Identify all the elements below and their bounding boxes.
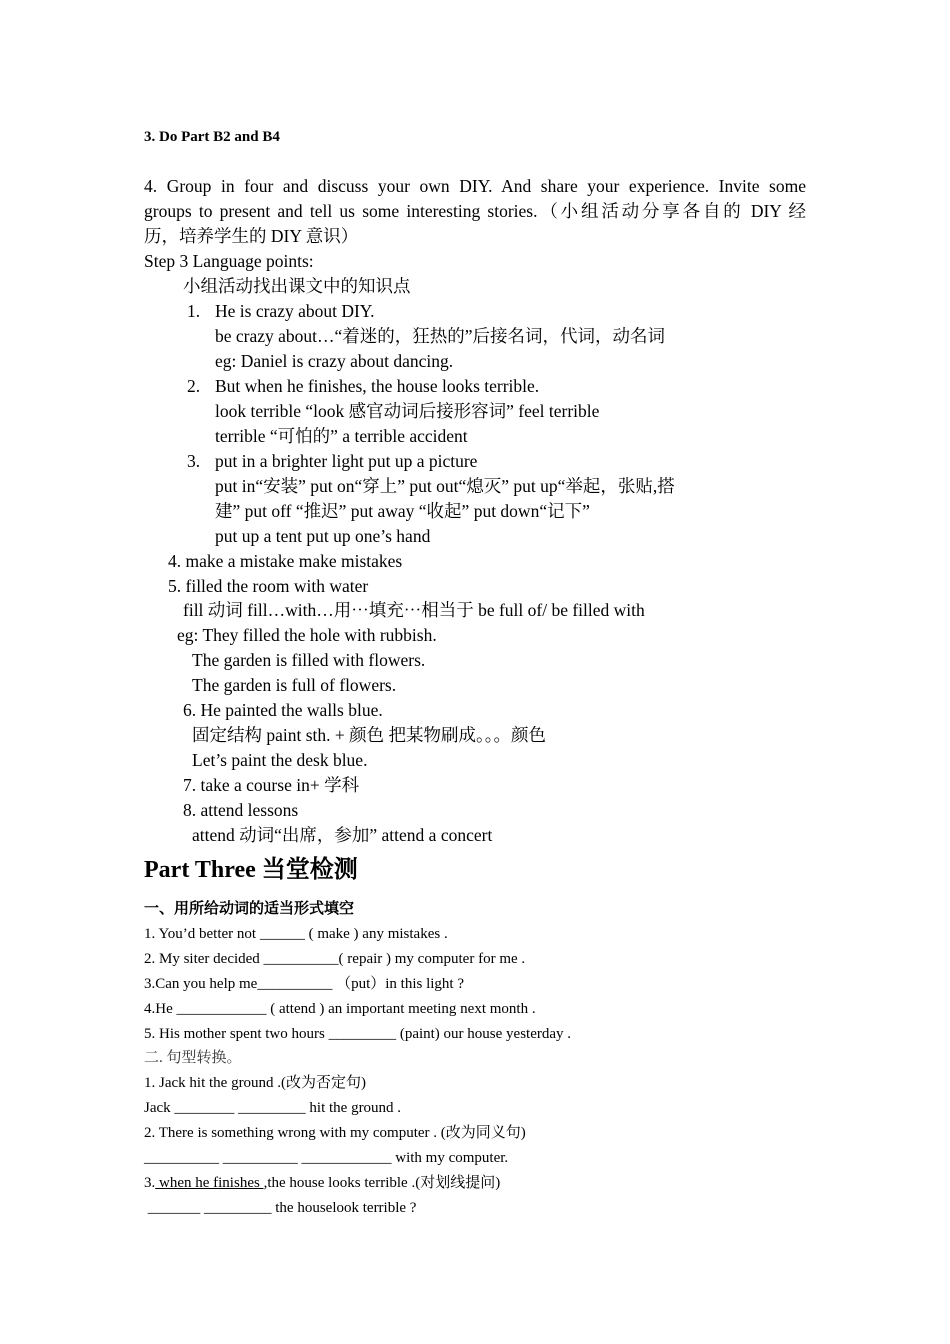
exercise-1-question-3: 3.Can you help me__________ （put）in this light ? <box>144 976 464 992</box>
exercise-1-heading: 一、用所给动词的适当形式填空 <box>144 901 355 917</box>
point-3-explanation-line1: put in“安装” put on“穿上” put out“熄灭” put up“举起，张贴,搭 <box>215 476 675 496</box>
exercise-2-answer-1: Jack ________ _________ hit the ground . <box>144 1100 402 1116</box>
exercise-1-question-5: 5. His mother spent two hours _________ (paint) our house yesterday . <box>144 1026 572 1042</box>
paragraph-group-discussion-line1: 4. Group in four and discuss your own DIY. And share your experience. Invite some <box>144 176 806 196</box>
exercise-2-question-3-underlined: when he finishes <box>155 1175 264 1191</box>
exercise-1-question-4: 4.He ____________ ( attend ) an important meeting next month . <box>144 1001 536 1017</box>
paragraph-group-discussion-line3: 历，培养学生的 DIY 意识） <box>144 226 359 246</box>
point-3-phrases: put in a brighter light put up a picture <box>215 451 478 471</box>
list-number-2: 2. <box>187 376 201 396</box>
point-1-sentence: He is crazy about DIY. <box>215 301 375 321</box>
point-6-explanation: 固定结构 paint sth. + 颜色 把某物刷成。。。颜色 <box>192 725 547 745</box>
step3-instruction: 小组活动找出课文中的知识点 <box>183 276 411 296</box>
point-2-sentence: But when he finishes, the house looks terrible. <box>215 376 540 396</box>
point-5-example-3: The garden is full of flowers. <box>192 675 397 695</box>
exercise-1-question-1: 1. You’d better not ______ ( make ) any mistakes . <box>144 926 448 942</box>
exercise-2-answer-2: __________ __________ ____________ with my computer. <box>144 1150 509 1166</box>
point-1-explanation: be crazy about…“着迷的，狂热的”后接名词，代词，动名词 <box>215 326 666 346</box>
list-number-3: 3. <box>187 451 201 471</box>
exercise-2-answer-3: _______ _________ the houselook terrible ? <box>144 1200 417 1216</box>
point-5-example-1: eg: They filled the hole with rubbish. <box>177 625 437 645</box>
exercise-2-question-3-rest: ,the house looks terrible .(对划线提问) <box>263 1175 501 1191</box>
point-8-explanation: attend 动词“出席，参加” attend a concert <box>192 825 493 845</box>
point-2-explanation: look terrible “look 感官动词后接形容词” feel terrible <box>215 401 600 421</box>
point-5-example-2: The garden is filled with flowers. <box>192 650 426 670</box>
point-8: 8. attend lessons <box>183 800 299 820</box>
exercise-2-question-3 <box>144 1174 500 1192</box>
exercise-2-question-3-number: 3. <box>144 1175 156 1191</box>
paragraph-group-discussion-line2: groups to present and tell us some interesting stories.（小组活动分享各自的 DIY 经 <box>144 201 806 221</box>
list-number-1: 1. <box>187 301 201 321</box>
point-3-explanation-line2: 建” put off “推迟” put away “收起” put down“记下” <box>215 501 590 521</box>
point-3-example: put up a tent put up one’s hand <box>215 526 431 546</box>
point-5-explanation: fill 动词 fill…with…用⋯填充⋯相当于 be full of/ be filled with <box>183 600 645 620</box>
point-4: 4. make a mistake make mistakes <box>168 551 403 571</box>
exercise-2-question-2: 2. There is something wrong with my computer . (改为同义句) <box>144 1125 526 1141</box>
point-6-example: Let’s paint the desk blue. <box>192 750 368 770</box>
step-do-part-b2-b4: 3. Do Part B2 and B4 <box>144 129 280 145</box>
point-7: 7. take a course in+ 学科 <box>183 775 360 795</box>
point-5: 5. filled the room with water <box>168 576 369 596</box>
point-1-example: eg: Daniel is crazy about dancing. <box>215 351 454 371</box>
point-2-example: terrible “可怕的” a terrible accident <box>215 426 468 446</box>
step3-heading: Step 3 Language points: <box>144 251 314 271</box>
exercise-2-question-1: 1. Jack hit the ground .(改为否定句) <box>144 1075 367 1091</box>
point-6: 6. He painted the walls blue. <box>183 700 383 720</box>
exercise-2-heading: 二. 句型转换。 <box>144 1050 242 1066</box>
part-three-heading: Part Three 当堂检测 <box>144 857 358 883</box>
exercise-1-question-2: 2. My siter decided __________( repair ) my computer for me . <box>144 951 526 967</box>
